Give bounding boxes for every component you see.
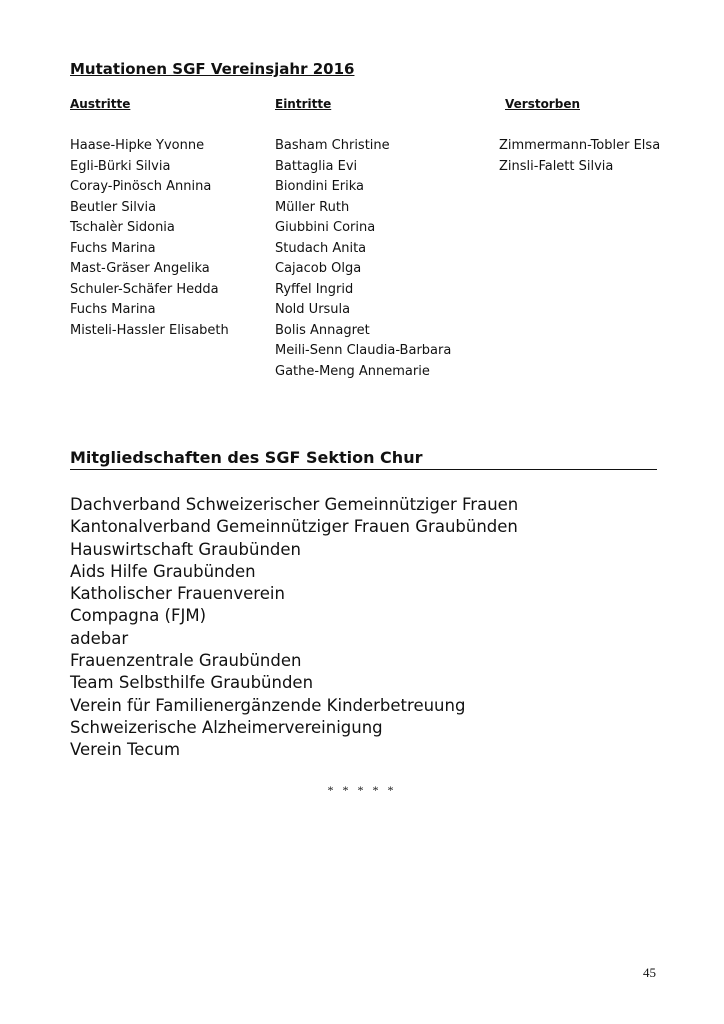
verstorben-list — [499, 136, 660, 177]
list-item: Fuchs Marina — [70, 240, 156, 256]
memberships-list — [70, 494, 518, 762]
list-item: Misteli-Hassler Elisabeth — [70, 322, 229, 338]
list-item: Verein für Familienergänzende Kinderbetreuung — [70, 695, 466, 715]
list-item: Zinsli-Falett Silvia — [499, 158, 614, 174]
list-item: Katholischer Frauenverein — [70, 584, 285, 604]
list-item: Schweizerische Alzheimervereinigung — [70, 717, 383, 737]
list-item: Beutler Silvia — [70, 199, 157, 215]
list-item: adebar — [70, 628, 129, 648]
list-item: Biondini Erika — [275, 179, 365, 194]
verstorben-column — [499, 96, 660, 177]
list-item: Basham Christine — [275, 138, 390, 153]
list-item: Kantonalverband Gemeinnütziger Frauen Graubünden — [70, 517, 518, 537]
list-item: Gathe-Meng Annemarie — [275, 363, 430, 379]
list-item: Haase-Hipke Yvonne — [70, 138, 205, 153]
mutations-title: Mutationen SGF Vereinsjahr 2016 — [70, 60, 355, 78]
austritte-list — [70, 136, 229, 341]
list-item: Nold Ursula — [275, 302, 351, 317]
eintritte-list — [275, 136, 451, 382]
list-item: Hauswirtschaft Graubünden — [70, 539, 301, 559]
list-item: Compagna (FJM) — [70, 606, 207, 626]
page-number: 45 — [643, 965, 656, 980]
eintritte-column — [275, 96, 451, 382]
list-item: Schuler-Schäfer Hedda — [70, 281, 219, 297]
list-item: Bolis Annagret — [275, 322, 370, 338]
list-item: Frauenzentrale Graubünden — [70, 651, 302, 671]
list-item: Mast-Gräser Angelika — [70, 261, 210, 276]
list-item: Zimmermann-Tobler Elsa — [499, 138, 661, 153]
austritte-column — [70, 96, 229, 341]
memberships-divider — [70, 469, 657, 470]
list-item: Aids Hilfe Graubünden — [70, 561, 256, 581]
list-item: Studach Anita — [275, 240, 367, 256]
section-separator: * * * * * — [327, 783, 397, 797]
list-item: Fuchs Marina — [70, 302, 156, 317]
list-item: Tschalèr Sidonia — [70, 220, 175, 235]
eintritte-heading: Eintritte — [275, 97, 332, 111]
verstorben-heading: Verstorben — [505, 97, 580, 111]
list-item: Team Selbsthilfe Graubünden — [70, 673, 314, 693]
list-item: Cajacob Olga — [275, 261, 362, 276]
list-item: Müller Ruth — [275, 199, 350, 215]
list-item: Verein Tecum — [70, 740, 181, 760]
list-item: Ryffel Ingrid — [275, 281, 354, 297]
list-item: Coray-Pinösch Annina — [70, 179, 212, 194]
memberships-title: Mitgliedschaften des SGF Sektion Chur — [70, 448, 423, 467]
list-item: Giubbini Corina — [275, 220, 376, 235]
list-item: Meili-Senn Claudia-Barbara — [275, 343, 452, 358]
list-item: Egli-Bürki Silvia — [70, 158, 171, 174]
list-item: Dachverband Schweizerischer Gemeinnütziger Frauen — [70, 495, 519, 514]
austritte-heading: Austritte — [70, 97, 131, 111]
list-item: Battaglia Evi — [275, 158, 358, 174]
